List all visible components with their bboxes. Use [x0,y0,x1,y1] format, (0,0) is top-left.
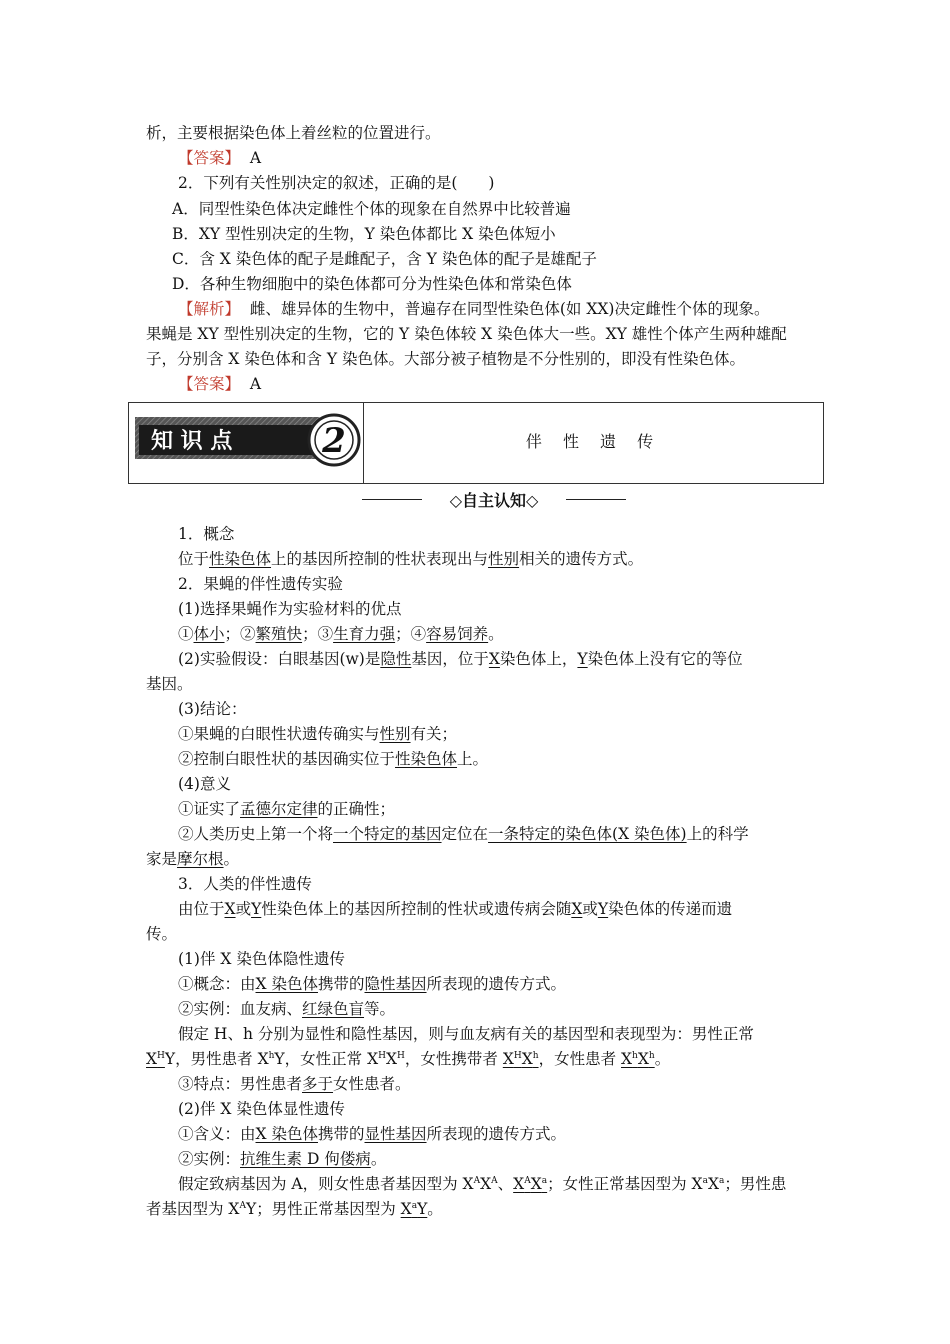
answer-label: 【答案】 [178,375,241,393]
fill-blank: X [224,900,236,918]
fill-blank: $X^H$ [146,1050,165,1068]
text-line: 位于性染色体上的基因所控制的性状表现出与性别相关的遗传方式。 [178,550,644,568]
answer-label: 【答案】 [178,149,241,167]
text-line: ①体小；②繁殖快；③生育力强；④容易饲养。 [178,625,504,643]
fill-blank: $X^AX^a$ [513,1175,548,1193]
question-stem: 2．下列有关性别决定的叙述，正确的是( ) [178,174,495,192]
text-line: ③特点：男性患者多于女性患者。 [178,1075,411,1093]
section-title: ◇自主认知◇ [449,491,539,510]
genotype-line: $X^HY$，男性患者 $X^hY$，女性正常 $X^HX^H$，女性携带者 $X^HX^h$，女性患者 $X^hX^h$。 [146,1050,671,1068]
analysis-label: 【解析】 [178,300,241,318]
answer-value: A [249,149,262,167]
subheading: (2)伴 X 染色体显性遗传 [178,1100,345,1118]
fill-blank: 性染色体 [395,750,458,768]
fill-blank: 隐性 [380,650,412,668]
fill-blank: 容易饲养 [426,625,489,643]
fill-blank: 性别 [488,550,520,568]
text-line: ①证实了孟德尔定律的正确性； [178,800,396,818]
text-line: ①概念：由X 染色体携带的隐性基因所表现的遗传方式。 [178,975,567,993]
option-d: D．各种生物细胞中的染色体都可分为性染色体和常染色体 [172,275,572,293]
text-line: ①果蝇的白眼性状遗传确实与性别有关； [178,725,458,743]
fill-blank: 隐性基因 [364,975,427,993]
heading: 2．果蝇的伴性遗传实验 [178,575,343,593]
fill-blank: $X^hX^h$ [621,1050,655,1068]
text-line: 假定 H、h 分别为显性和隐性基因，则与血友病有关的基因型和表现型为：男性正常 [178,1025,754,1043]
analysis-line [178,299,769,319]
text-line: (1)选择果蝇作为实验材料的优点 [178,600,402,618]
section-divider [362,488,626,510]
fill-blank: $X^aY$ [400,1200,428,1218]
banner-badge [129,403,363,483]
option-a: A．同型性染色体决定雌性个体的现象在自然界中比较普遍 [172,200,571,218]
text-line: 家是摩尔根。 [146,850,240,868]
text-line: ②实例：抗维生素 D 佝偻病。 [178,1150,387,1168]
text-line: 基因。 [146,675,193,693]
divider-rule-left [362,499,422,500]
fill-blank: 显性基因 [364,1125,427,1143]
fill-blank: X [488,650,500,668]
text-line: (4)意义 [178,775,231,793]
banner-badge-graphic [129,403,363,483]
divider-rule-right [566,499,626,500]
banner-title: 伴 性 遗 传 [525,432,662,451]
text-line: 由位于X或Y性染色体上的基因所控制的性状或遗传病会随X或Y染色体的传递而遗 [178,900,733,918]
option-b: B．XY 型性别决定的生物，Y 染色体都比 X 染色体短小 [172,225,556,243]
banner-number: 2 [322,421,346,461]
fill-blank: X [571,900,583,918]
answer-line [178,148,261,168]
fill-blank: X 染色体 [255,975,318,993]
fill-blank: 红绿色盲 [302,1000,365,1018]
fill-blank: 繁殖快 [255,625,303,643]
fill-blank: 抗维生素 D 佝偻病 [240,1150,371,1168]
text-line: ②实例：血友病、红绿色盲等。 [178,1000,396,1018]
fill-blank: Y [597,900,609,918]
text-line: ①含义：由X 染色体携带的显性基因所表现的遗传方式。 [178,1125,567,1143]
text-line: ②人类历史上第一个将一个特定的基因定位在一条特定的染色体(X 染色体)上的科学 [178,825,749,843]
text-line: ②控制白眼性状的基因确实位于性染色体上。 [178,750,489,768]
heading: 1．概念 [178,525,235,543]
fill-blank: X 染色体 [255,1125,318,1143]
paragraph: 析，主要根据染色体上着丝粒的位置进行。 [146,124,441,142]
analysis-line: 子，分别含 X 染色体和含 Y 染色体。大部分被子植物是不分性别的，即没有性染色体。 [146,350,745,368]
fill-blank: 性染色体 [209,550,272,568]
heading: 3．人类的伴性遗传 [178,875,312,893]
fill-blank: Y [251,900,262,918]
answer-line [178,374,261,394]
fill-blank: $X^HX^h$ [502,1050,539,1068]
genotype-line: 假定致病基因为 A，则女性患者基因型为 $X^AX^A$、$X^AX^a$；女性正常基因型为 $X^aX^a$；男性患 [178,1175,787,1193]
text-line: 传。 [146,925,178,943]
fill-blank: 摩尔根 [177,850,224,868]
analysis-text: 雌、雄异体的生物中，普遍存在同型性染色体(如 XX)决定雌性个体的现象。 [249,300,770,318]
answer-value: A [249,375,262,393]
fill-blank: Y [577,650,588,668]
genotype-line: 者基因型为 $X^AY$；男性正常基因型为 $X^aY$。 [146,1200,443,1218]
text-line: (3)结论： [178,700,247,718]
analysis-line: 果蝇是 XY 型性别决定的生物，它的 Y 染色体较 X 染色体大一些。XY 雄性个体产生两种雄配 [146,325,787,343]
fill-blank: 性别 [379,725,411,743]
banner-title-box [363,403,823,483]
knowledge-point-banner [128,402,824,484]
banner-label: 知 识 点 [151,429,233,454]
fill-blank: 孟德尔定律 [240,800,318,818]
option-c: C．含 X 染色体的配子是雌配子，含 Y 染色体的配子是雄配子 [172,250,597,268]
fill-blank: 生育力强 [333,625,396,643]
fill-blank: 一个特定的基因 [333,825,442,843]
fill-blank: 多于 [302,1075,334,1093]
fill-blank: 体小 [193,625,225,643]
subheading: (1)伴 X 染色体隐性遗传 [178,950,345,968]
fill-blank: 一条特定的染色体(X 染色体) [488,825,687,843]
text-line: (2)实验假设：白眼基因(w)是隐性基因，位于X染色体上，Y染色体上没有它的等位 [178,650,743,668]
